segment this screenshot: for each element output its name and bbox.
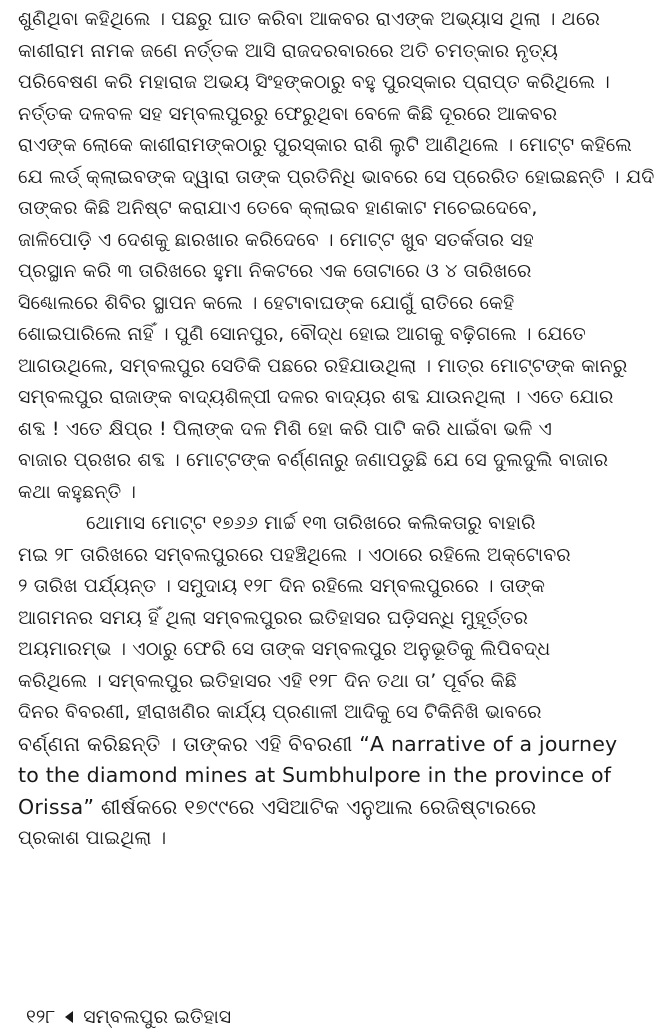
page-footer: [26, 1002, 231, 1032]
text-line: ଆଗମନର ସମୟ ହିଁ ଥିଲା ସମ୍ବଲପୁରର ଇତିହାସର ଘଡ଼ିସନ୍ଧି ମୁହୂର୍ତ୍ତର: [18, 606, 528, 629]
text-line: ପ୍ରକାଶ ପାଇଥିଲା ।: [18, 827, 167, 849]
text-line: କାଶୀରାମ ନାମକ ଜଣେ ନର୍ତ୍ତକ ଆସି ରାଜଦରବାରରେ ଅତି ଚମତ୍କାର ନୃତ୍ୟ: [18, 39, 559, 62]
text-line: to the diamond mines at Sumbhulpore in the province of: [18, 763, 612, 787]
text-line: ୨ ତାରିଖ ପର୍ଯ୍ୟନ୍ତ । ସମୁଦାୟ ୧୨୮ ଦିନ ରହିଲେ ସମ୍ବଲପୁରରେ । ତାଙ୍କ: [18, 575, 546, 597]
running-title: ସମ୍ବଲପୁର ଇତିହାସ: [83, 1006, 232, 1028]
left-triangle-icon: [65, 1011, 73, 1023]
text-line: କରିଥିଲେ । ସମ୍ବଲପୁର ଇତିହାସର ଏହି ୧୨୮ ଦିନ ତଥା ତା’ ପୂର୍ବର କିଛି: [18, 669, 517, 692]
page-number: ୧୨୮: [26, 1006, 56, 1028]
text-line: ଶୁଣିଥିବା କହିଥିଲେ । ପଛରୁ ଘାତ କରିବା ଆକବର ରାଏଙ୍କ ଅଭ୍ୟାସ ଥିଲା । ଥରେ: [18, 8, 600, 30]
text-line: ଜାଳିପୋଡ଼ି ଏ ଦେଶକୁ ଛାରଖାର କରିଦେବେ । ମୋଟ୍ଟ ଖୁବ ସତର୍କତାର ସହ: [18, 228, 534, 251]
text-line: ସିଣ୍ଢୋଲରେ ଶିବିର ସ୍ଥାପନ କଲେ । ହେଟାବାଘଙ୍କ ଯୋଗୁଁ ରାତିରେ କେହି: [18, 291, 515, 314]
text-line: ଶବ୍ଦ ! ଏତେ କ୍ଷିପ୍ର ! ପିଲାଙ୍କ ଦଳ ମିଶି ହୋ କରି ପାଟି କରି ଧାଇଁବା ଭଳି ଏ: [18, 417, 553, 440]
text-line: କଥା କହୁଛନ୍ତି ।: [18, 480, 137, 503]
text-line: ଶୋଇପାରିଲେ ନାହିଁ । ପୁଣି ସୋନପୁର, ବୌଦ୍ଧ ହୋଇ ଆଗକୁ ବଢ଼ିଗଲେ । ଯେତେ: [18, 323, 586, 345]
text-line: ପ୍ରସ୍ଥାନ କରି ୩ ତାରିଖରେ ହୁମା ନିକଟରେ ଏକ ତୋଟାରେ ଓ ୪ ତାରିଖରେ: [18, 260, 532, 282]
text-line: ସମ୍ବଲପୁର ରାଜାଙ୍କ ବାଦ୍ୟଶିଳ୍ପୀ ଦଳର ବାଦ୍ୟର ଶବ୍ଦ ଯାଉନଥିଲା । ଏତେ ଯୋର: [18, 386, 614, 408]
text-line: ପରିବେଷଣ କରି ମହାରାଜ ଅଭୟ ସିଂହଙ୍କଠାରୁ ବହୁ ପୁରସ୍କାର ପ୍ରାପ୍ତ କରିଥିଲେ ।: [18, 71, 610, 93]
text-line: ନର୍ତ୍ତକ ଦଳବଳ ସହ ସମ୍ବଲପୁରରୁ ଫେରୁଥିବା ବେଳେ କିଛି ଦୂରରେ ଆକବର: [18, 102, 558, 125]
text-line: ଦିନର ବିବରଣୀ, ହୀରାଖଣିର କାର୍ଯ୍ୟ ପ୍ରଣାଳୀ ଆଦିକୁ ସେ ଟିକିନିଖି ଭାବରେ: [18, 701, 542, 723]
text-line: ଅୟମାରମ୍ଭ । ଏଠାରୁ ଫେରି ସେ ତାଙ୍କ ସମ୍ବଲପୁର ଅନୁଭୂତିକୁ ଲିପିବଦ୍ଧ: [18, 638, 551, 660]
text-line: ବାଜାର ପ୍ରଖର ଶବ୍ଦ । ମୋଟ୍ଟଙ୍କ ବର୍ଣ୍ଣନାରୁ ଜଣାପଡୁଛି ଯେ ସେ ଦୁଲଦୁଲି ବାଜାର: [18, 449, 609, 471]
text-line: ରାଏଙ୍କ ଲୋକେ କାଶୀରାମଙ୍କଠାରୁ ପୁରସ୍କାର ରାଶି ଲୁଟି ଆଣିଥିଲେ । ମୋଟ୍ଟ କହିଲେ: [18, 134, 632, 156]
text-line: ତାଙ୍କର କିଛି ଅନିଷ୍ଟ କରାଯାଏ ତେବେ କ୍ଲାଇବ ହାଣକାଟ ମଚେଇଦେବେ,: [18, 197, 538, 219]
text-line: ମଇ ୨୮ ତାରିଖରେ ସମ୍ବଲପୁରରେ ପହଞ୍ଚିଥିଲେ । ଏଠାରେ ରହିଲେ ଅକ୍ଟୋବର: [18, 543, 571, 566]
body-text: [18, 4, 654, 855]
text-line: ବର୍ଣ୍ଣନା କରିଛନ୍ତି । ତାଙ୍କର ଏହି ବିବରଣୀ “A narrative of a journey: [18, 731, 618, 756]
text-line: ଥୋମାସ ମୋଟ୍ଟ ୧୭୬୬ ମାର୍ଚ୍ଚ ୧୩ ତାରିଖରେ କଲିକତାରୁ ବାହାରି: [86, 512, 536, 534]
text-line: ଯେ ଲର୍ଡ୍ କ୍ଲାଇବଙ୍କ ଦ୍ୱାରା ତାଙ୍କ ପ୍ରତିନିଧି ଭାବରେ ସେ ପ୍ରେରିତ ହୋଇଛନ୍ତି । ଯଦି: [18, 165, 654, 188]
text-line: ଆଗଉଥିଲେ, ସମ୍ବଲପୁର ସେତିକି ପଛରେ ରହିଯାଉଥିଲା । ମାତ୍ର ମୋଟ୍ଟଙ୍କ କାନରୁ: [18, 354, 628, 377]
text-line: Orissa” ଶୀର୍ଷକରେ ୧୭୯୯ରେ ଏସିଆଟିକ ଏନୁଆଲ ରେଜିଷ୍ଟାରରେ: [18, 794, 537, 819]
